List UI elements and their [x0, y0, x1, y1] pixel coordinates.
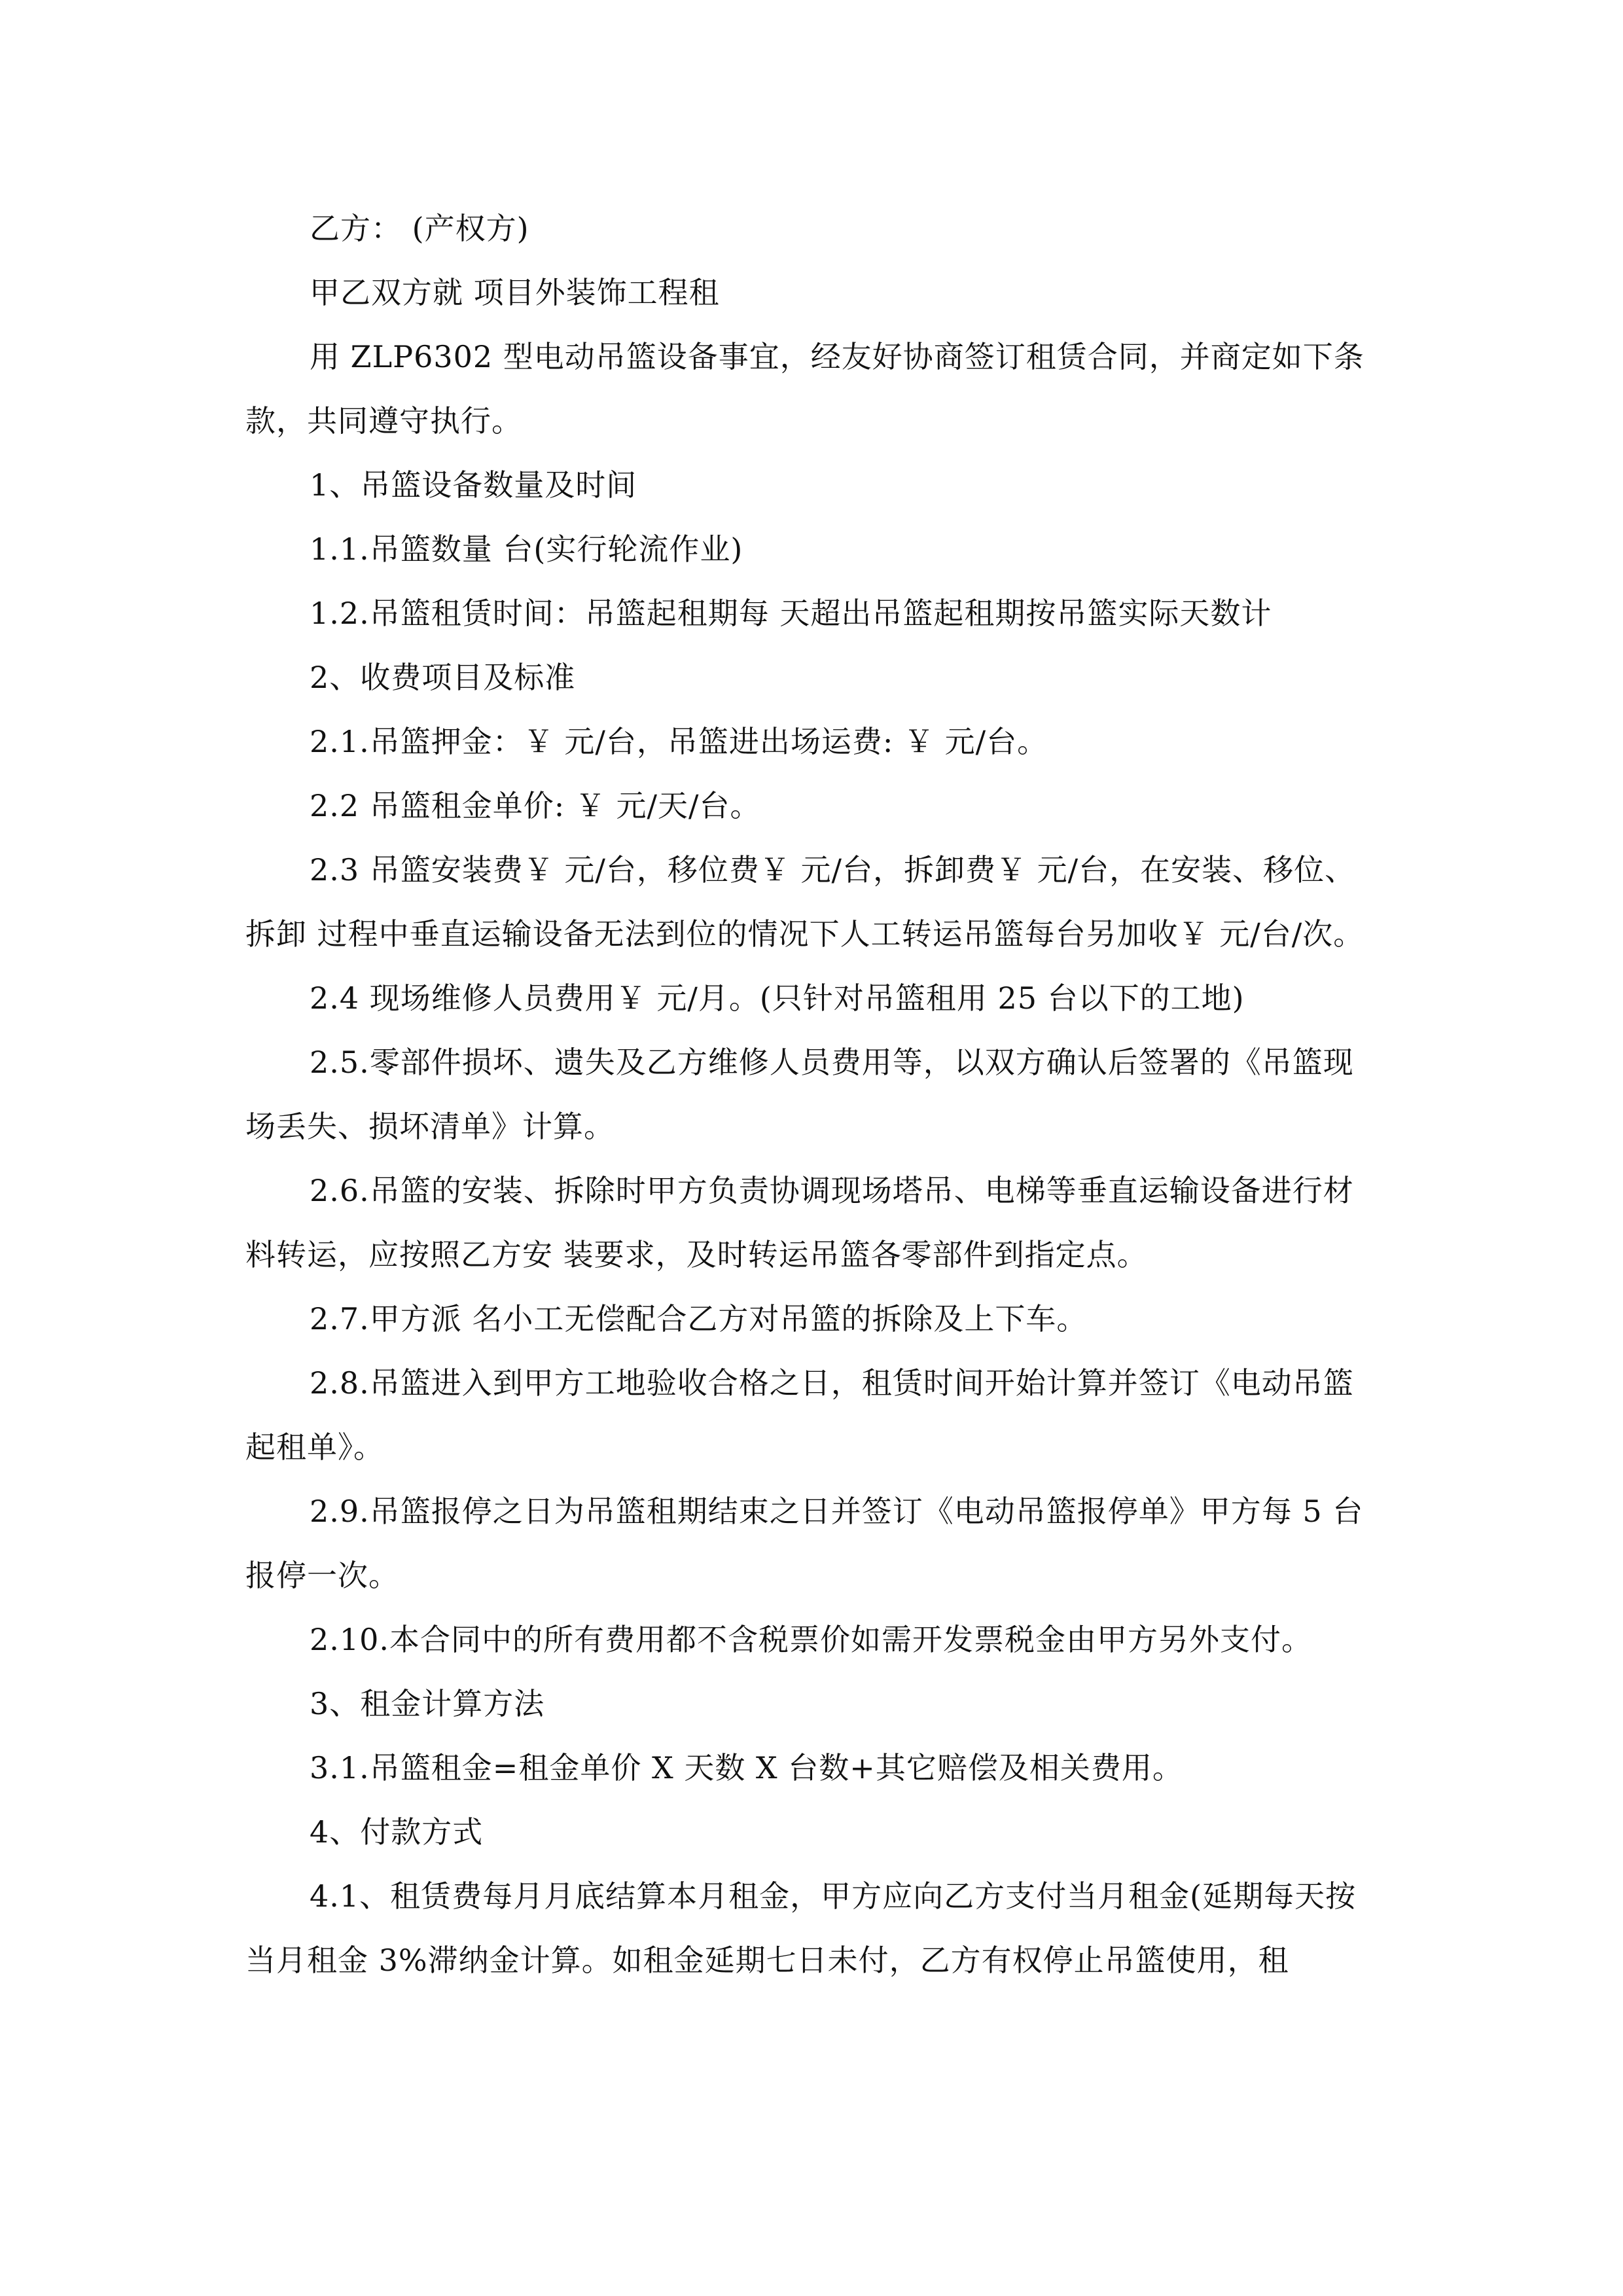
- paragraph-project: 甲乙双方就 项目外装饰工程租: [310, 275, 720, 310]
- paragraph-party-b: 乙方： (产权方): [310, 211, 529, 246]
- clause-2-1: 2.1.吊篮押金：￥ 元/台，吊篮进出场运费: ￥ 元/台。: [310, 724, 1048, 759]
- document-body: [245, 196, 1381, 1992]
- clause-2-6: 2.6.吊篮的安装、拆除时甲方负责协调现场塔吊、电梯等垂直运输设备进行材料转运，应按照乙方安 装要求，及时转运吊篮各零部件到指定点。: [245, 1173, 1354, 1272]
- clause-2-8: 2.8.吊篮进入到甲方工地验收合格之日，租赁时间开始计算并签订《电动吊篮起租单》。: [245, 1365, 1354, 1465]
- clause-2-3: 2.3 吊篮安装费￥ 元/台，移位费￥ 元/台，拆卸费￥ 元/台，在安装、移位、拆卸 过程中垂直运输设备无法到位的情况下人工转运吊篮每台另加收￥ 元/台/次。: [245, 852, 1364, 952]
- clause-1-1: 1.1.吊篮数量 台(实行轮流作业): [310, 531, 743, 567]
- section-heading-3: 3、租金计算方法: [310, 1686, 545, 1721]
- section-heading-1: 1、吊篮设备数量及时间: [310, 467, 637, 503]
- section-heading-2: 2、收费项目及标准: [310, 660, 576, 695]
- section-heading-4: 4、付款方式: [310, 1814, 484, 1850]
- clause-2-4: 2.4 现场维修人员费用￥ 元/月。(只针对吊篮租用 25 台以下的工地): [310, 980, 1245, 1016]
- clause-2-5: 2.5.零部件损坏、遗失及乙方维修人员费用等，以双方确认后签署的《吊篮现场丢失、损坏清单》计算。: [245, 1045, 1354, 1144]
- clause-2-7: 2.7.甲方派 名小工无偿配合乙方对吊篮的拆除及上下车。: [310, 1301, 1088, 1336]
- paragraph-intro: 用 ZLP6302 型电动吊篮设备事宜，经友好协商签订租赁合同，并商定如下条款，共同遵守执行。: [245, 339, 1364, 439]
- clause-2-10: 2.10.本合同中的所有费用都不含税票价如需开发票税金由甲方另外支付。: [310, 1622, 1313, 1657]
- clause-2-9: 2.9.吊篮报停之日为吊篮租期结束之日并签订《电动吊篮报停单》甲方每 5 台报停一次。: [245, 1494, 1364, 1593]
- clause-3-1: 3.1.吊篮租金=租金单价 X 天数 X 台数+其它赔偿及相关费用。: [310, 1750, 1183, 1785]
- clause-1-2: 1.2.吊篮租赁时间：吊篮起租期每 天超出吊篮起租期按吊篮实际天数计: [310, 596, 1272, 631]
- clause-4-1: 4.1、租赁费每月月底结算本月租金，甲方应向乙方支付当月租金(延期每天按当月租金 3%滞纳金计算。如租金延期七日未付，乙方有权停止吊篮使用，租: [245, 1878, 1357, 1978]
- clause-2-2: 2.2 吊篮租金单价: ￥ 元/天/台。: [310, 788, 761, 823]
